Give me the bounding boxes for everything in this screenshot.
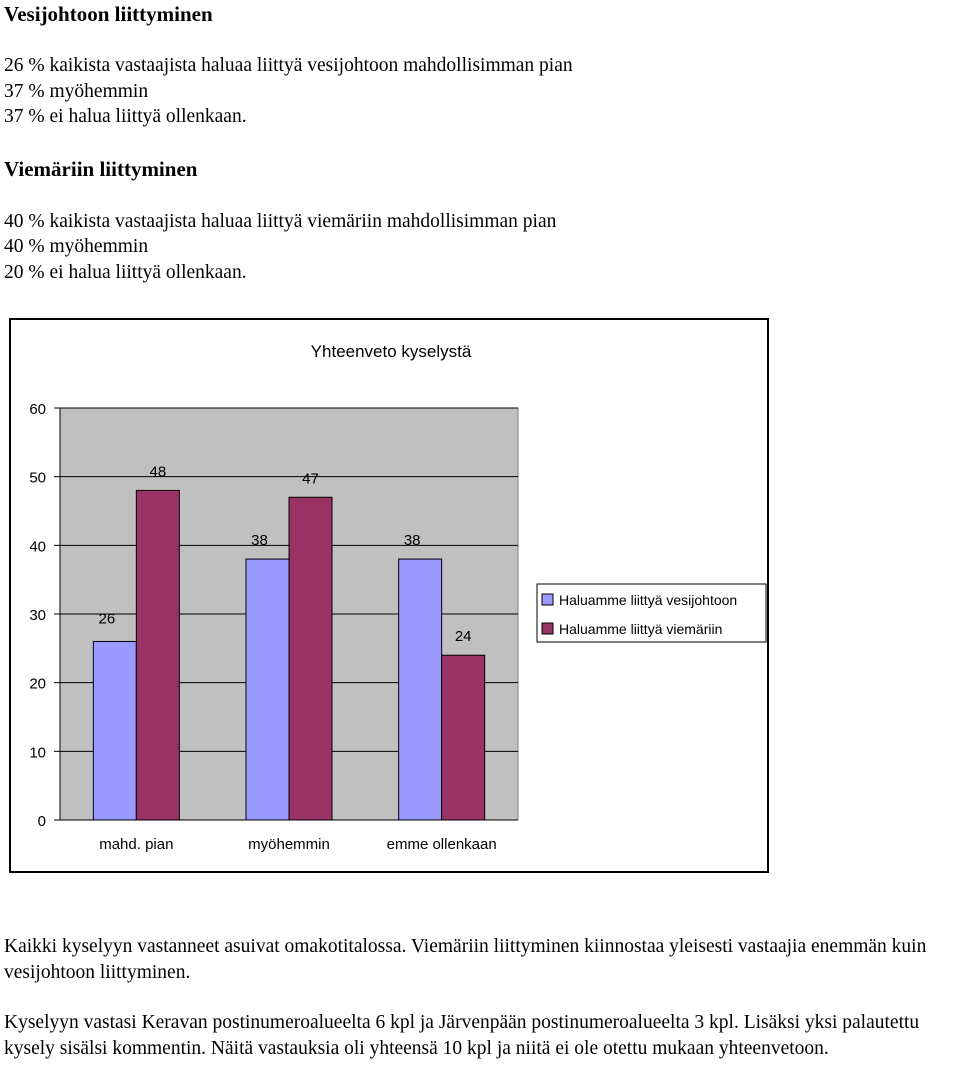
data-label: 47 <box>302 470 319 488</box>
legend-label: Haluamme liittyä vesijohtoon <box>559 592 738 608</box>
legend-swatch <box>542 594 553 605</box>
water-line-3: 37 % ei halua liittyä ollenkaan. <box>4 106 247 127</box>
summary-paragraph-2: Kyselyyn vastasi Keravan postinumeroalueelta 6 kpl ja Järvenpään postinumeroalueelta 3 kpl. Lisäksi yksi palautettu kysely sisälsi kommentin. Näitä vastauksia oli yhteensä 10 kpl ja niitä ei ole otettu mukaan yhteenvetoon. <box>4 1012 920 1059</box>
bar <box>246 559 289 820</box>
section-heading-water: Vesijohtoon liittyminen <box>4 2 213 26</box>
sewer-line-2: 40 % myöhemmin <box>4 236 149 257</box>
y-tick-label: 40 <box>29 538 46 556</box>
data-label: 26 <box>98 610 116 628</box>
sewer-line-1: 40 % kaikista vastaajista haluaa liittyä viemäriin mahdollisimman pian <box>4 211 557 232</box>
sewer-line-3: 20 % ei halua liittyä ollenkaan. <box>4 262 247 283</box>
data-label: 38 <box>251 532 268 550</box>
bar <box>93 641 136 820</box>
bar <box>136 490 179 820</box>
y-tick-label: 30 <box>29 607 46 624</box>
water-line-2: 37 % myöhemmin <box>4 81 149 102</box>
y-tick-label: 50 <box>29 469 46 487</box>
bar-chart <box>11 320 767 871</box>
y-tick-label: 10 <box>29 744 46 762</box>
water-line-1: 26 % kaikista vastaajista haluaa liittyä vesijohtoon mahdollisimman pian <box>4 55 573 76</box>
chart-title: Yhteenveto kyselystä <box>310 342 472 361</box>
y-tick-label: 20 <box>29 675 46 693</box>
summary-paragraph-1: Kaikki kyselyyn vastanneet asuivat omakotitalossa. Viemäriin liittyminen kiinnostaa yleisesti vastaajia enemmän kuin vesijohtoon liittyminen. <box>4 936 927 983</box>
bar <box>399 559 442 820</box>
section-heading-sewer: Viemäriin liittyminen <box>4 157 198 181</box>
legend-swatch <box>542 623 553 634</box>
x-tick-label: emme ollenkaan <box>386 836 497 853</box>
chart-frame <box>9 318 769 873</box>
y-tick-label: 0 <box>37 813 46 830</box>
legend-label: Haluamme liittyä viemäriin <box>559 621 723 637</box>
data-label: 38 <box>403 532 421 550</box>
y-tick-label: 60 <box>29 401 46 418</box>
bar <box>442 655 485 820</box>
data-label: 24 <box>454 628 472 646</box>
data-label: 48 <box>149 463 167 481</box>
x-tick-label: myöhemmin <box>248 836 330 853</box>
bar <box>289 497 332 820</box>
x-tick-label: mahd. pian <box>99 836 174 853</box>
